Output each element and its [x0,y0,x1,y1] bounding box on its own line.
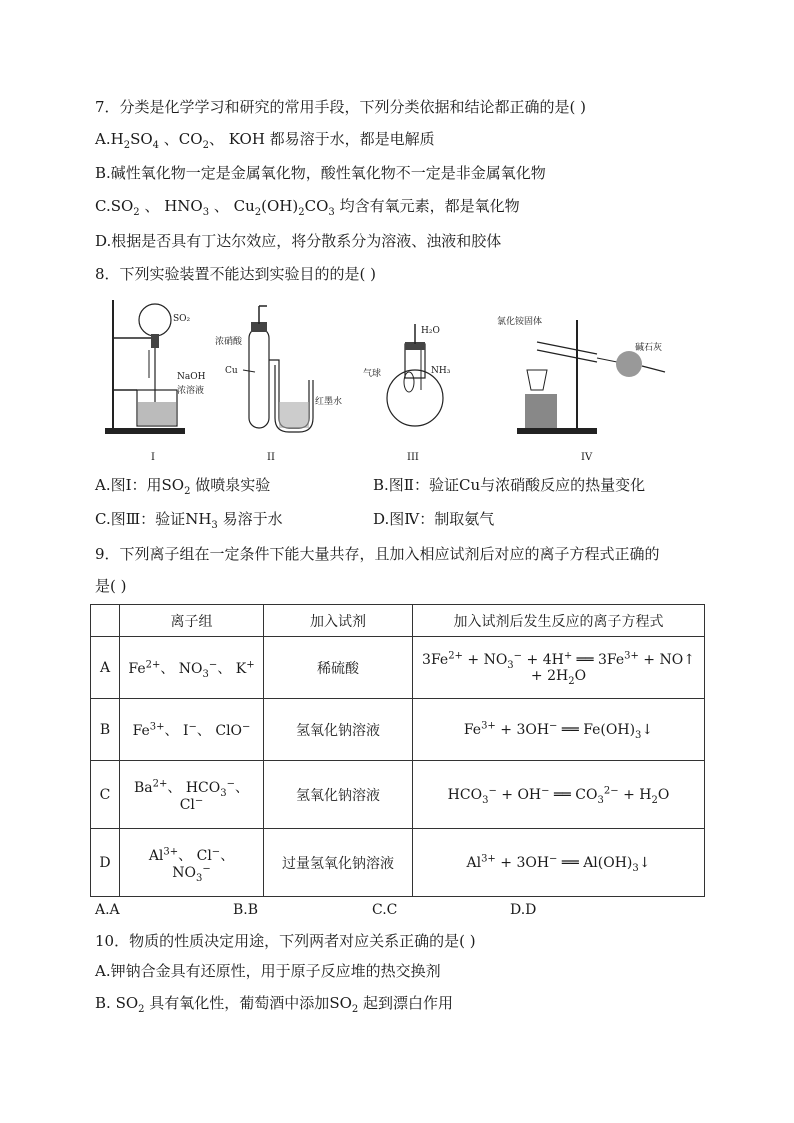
figure-2-label: II [267,452,275,463]
table-row [91,829,705,897]
q8-option-b: B.图Ⅱ：验证Cu与浓硝酸反应的热量变化 [373,476,646,494]
row-reagent: 过量氢氧化钠溶液 [264,829,413,897]
q9-answer-d: D.D [510,902,537,918]
row-label: D [91,829,120,897]
header-ion-group: 离子组 [120,605,264,637]
label-ammonium-chloride: 氯化铵固体 [497,317,543,327]
row-ions: $Ba^{2+}$、 $HCO_3^-$、 Cl− [120,761,264,829]
fountain-apparatus-drawing [105,290,215,440]
row-equation: $HCO_3^- + OH^-$ ══ $CO_3^{2-} + H_2O$ [413,761,705,829]
q7-option-c: $C.SO_2$ 、 $HNO_3$ 、 $Cu_2(OH)_2CO_3$ 均含有氧元素，都是氧化物 [95,197,520,218]
q9-answer-a: A.A [95,902,120,918]
q10-option-b: B. $SO_2$ 具有氧化性，葡萄酒中添加$SO_2$ 起到漂白作用 [95,994,454,1015]
row-reagent: 氢氧化钠溶液 [264,761,413,829]
q9-answer-c: C.C [372,902,398,918]
row-ions: $Fe^{2+}$、 $NO_3^-$、 K+ [120,637,264,699]
q10-stem: 10．物质的性质决定用途，下列两者对应关系正确的是( ) [95,932,476,950]
label-h2o: H₂O [421,326,440,336]
q8-option-d: D.图Ⅳ：制取氨气 [373,510,495,528]
label-so2: SO₂ [173,314,191,324]
row-ions: $Fe^{3+}$、 I−、 ClO− [120,699,264,761]
row-equation: $Al^{3+} + 3OH^-$ ══ $Al(OH)_3↓$ [413,829,705,897]
u-tube-apparatus-drawing [213,290,343,440]
row-label: B [91,699,120,761]
label-soda-lime: 碱石灰 [635,343,663,353]
row-equation: $Fe^{3+} + 3OH^-$ ══ $Fe(OH)_3↓$ [413,699,705,761]
q7-option-d: D.根据是否具有丁达尔效应，将分散系分为溶液、浊液和胶体 [95,232,502,250]
q8-option-a: A.图Ⅰ：用$SO_2$ 做喷泉实验 [95,476,271,497]
figure-1 [105,290,215,470]
label-concentrated-nitric-acid: 浓硝酸 [215,337,243,347]
figure-3-label: III [407,452,419,463]
q9-stem-line1: 9．下列离子组在一定条件下能大量共存，且加入相应试剂后对应的离子方程式正确的 [95,545,660,563]
label-naoh: NaOH [177,372,206,382]
q8-figures [95,290,715,470]
header-equation: 加入试剂后发生反应的离子方程式 [413,605,705,637]
q8-option-c: C.图Ⅲ：验证$NH_3$ 易溶于水 [95,510,283,531]
q10-option-a: A.钾钠合金具有还原性，用于原子反应堆的热交换剂 [95,962,441,980]
label-balloon: 气球 [363,369,382,379]
row-equation: $3Fe^{2+} + NO_3^- + 4H^+$ ══ $3Fe^{3+}$ + NO↑ + $2H_2O$ [413,637,705,699]
header-label-cell [91,605,120,637]
table-row [91,699,705,761]
label-red-ink: 红墨水 [315,397,343,407]
row-reagent: 氢氧化钠溶液 [264,699,413,761]
figure-1-label: I [151,452,155,463]
table-row [91,761,705,829]
q8-stem: 8．下列实验装置不能达到实验目的的是( ) [95,265,377,283]
ammonia-prep-apparatus-drawing [497,290,697,440]
label-cu: Cu [225,366,238,376]
q7-stem: 7．分类是化学学习和研究的常用手段，下列分类依据和结论都正确的是( ) [95,98,587,116]
q9-answer-b: B.B [233,902,259,918]
label-nh3: NH₃ [431,366,451,376]
table-row [91,637,705,699]
label-concentrated-solution: 浓溶液 [177,386,205,396]
row-label: C [91,761,120,829]
q7-option-a: $A.H_2SO_4$ 、$CO_2$、 KOH 都易溶于水，都是电解质 [95,130,435,151]
row-reagent: 稀硫酸 [264,637,413,699]
row-label: A [91,637,120,699]
row-ions: $Al^{3+}$、 Cl−、 $NO_3^-$ [120,829,264,897]
ion-table [90,604,705,897]
flask-apparatus-drawing [363,290,473,440]
figure-3 [363,290,473,470]
table-header-row [91,605,705,637]
q7-option-b: B.碱性氧化物一定是金属氧化物，酸性氧化物不一定是非金属氧化物 [95,164,546,182]
figure-4-label: IV [581,452,593,463]
q9-stem-line2: 是( ) [95,577,127,595]
figure-2 [213,290,343,470]
header-reagent: 加入试剂 [264,605,413,637]
figure-4 [497,290,697,470]
